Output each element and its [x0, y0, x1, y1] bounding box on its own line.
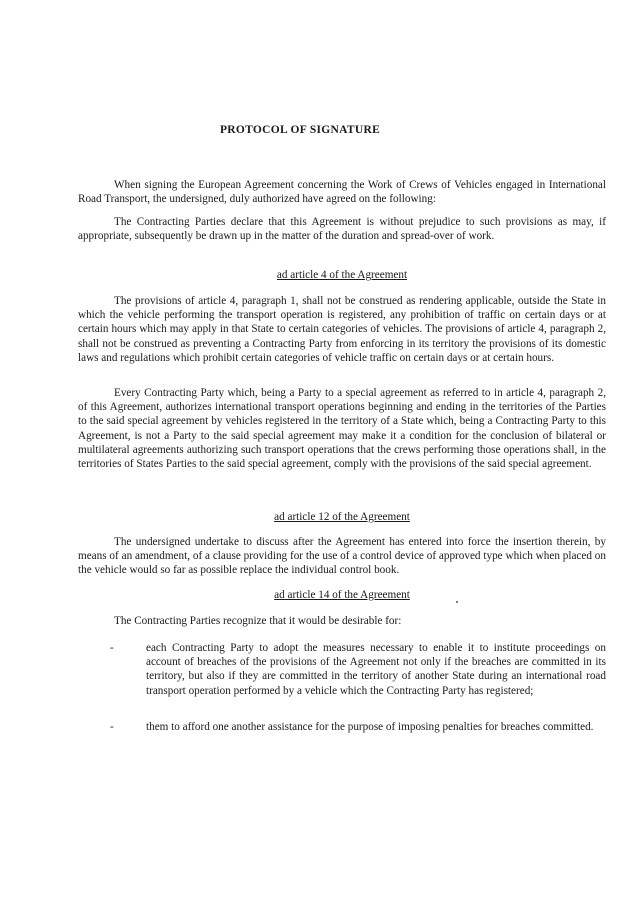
- paragraph-article-4-provisions: [78, 294, 606, 365]
- paragraph-text: The provisions of article 4, paragraph 1, shall not be construed as rendering applicable, outside the State in which the vehicle performing the transport operation is registered, any prohibition of traffic on certain days or at certain hours which may apply in that State to certain categories of vehicles. The provisions of article 4, paragraph 2, shall not be construed as preventing a Contracting Party from enforcing in its territory the provisions of its domestic laws and regulations which prohibit certain categories of vehicle traffic on certain days or at certain hours.: [78, 295, 606, 364]
- heading-article-4: ad article 4 of the Agreement: [276, 269, 408, 281]
- document-title: PROTOCOL OF SIGNATURE: [219, 124, 381, 136]
- scan-speck: [456, 601, 458, 603]
- paragraph-text: The Contracting Parties declare that this Agreement is without prejudice to such provisions as may, if appropriate, subsequently be drawn up in the matter of the duration and spread-over of work.: [78, 216, 606, 243]
- paragraph-control-device: [78, 535, 606, 578]
- paragraph-text: The undersigned undertake to discuss after the Agreement has entered into force the insertion therein, by means of an amendment, of a clause providing for the use of a control device of approved type which when placed on the vehicle would so far as possible replace the individual control book.: [78, 536, 606, 577]
- paragraph-signing-intro: [78, 178, 606, 206]
- paragraph-special-agreement: [78, 386, 606, 471]
- paragraph-text: Every Contracting Party which, being a Party to a special agreement as referred to in article 4, paragraph 2, of this Agreement, authorizes international transport operations beginning and ending in the territories of the Parties to the said special agreement by vehicles registered in the territory of a State which, being a Contracting Party to this Agreement, is not a Party to the said special agreement may make it a condition for the conclusion of bilateral or multilateral agreements authorizing such transport operations that the crews performing those operations shall, in the territories of States Parties to the said special agreement, comply with the provisions of the said special agreement.: [78, 387, 606, 471]
- list-item: [110, 720, 610, 750]
- list-item: [110, 641, 610, 713]
- heading-article-12: ad article 12 of the Agreement: [274, 511, 410, 523]
- list-item-text: them to afford one another assistance for the purpose of imposing penalties for breaches committed.: [146, 721, 594, 733]
- paragraph-desirable-for: The Contracting Parties recognize that it would be desirable for:: [114, 615, 402, 627]
- paragraph-contracting-parties-declare: [78, 215, 606, 243]
- list-item-text: each Contracting Party to adopt the measures necessary to enable it to institute proceedings on account of breaches of the provisions of the Agreement not only if the breaches are committed in its territory, but also if they are committed in the territory of another State during an international road transport operation performed by a vehicle which the Contracting Party has registered;: [146, 642, 606, 697]
- paragraph-text: When signing the European Agreement concerning the Work of Crews of Vehicles engaged in International Road Transport, the undersigned, duly authorized have agreed on the following:: [78, 179, 606, 206]
- bullet-dash: -: [110, 721, 114, 733]
- heading-article-14: ad article 14 of the Agreement: [274, 589, 410, 601]
- bullet-dash: -: [110, 642, 114, 654]
